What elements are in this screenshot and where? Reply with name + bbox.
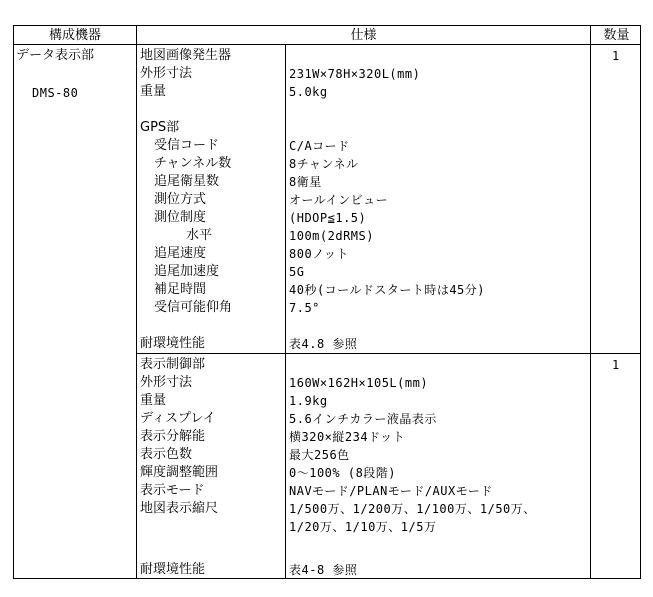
s1-value-5: 8チャンネル: [289, 157, 359, 171]
s1-label-12: 補足時間: [154, 282, 207, 297]
s1-value-11: 5G: [289, 265, 305, 279]
section2-quantity: 1: [612, 358, 620, 372]
s1-value-13: 7.5°: [289, 301, 320, 315]
equipment-name: データ表示部: [16, 48, 95, 63]
s1-value-10: 800ノット: [289, 247, 349, 261]
header-specification: 仕様: [350, 28, 377, 43]
s1-value-9: 100m(2dRMS): [289, 229, 374, 243]
s2-value-8: 1/500万、1/200万、1/100万、1/50万、: [289, 502, 536, 516]
s1-label-0: 地図画像発生器: [140, 48, 232, 63]
header-equipment: 構成機器: [48, 28, 101, 43]
s1-value-6: 8衛星: [289, 175, 322, 189]
section1-quantity: 1: [612, 49, 620, 63]
s1-label-13: 受信可能仰角: [154, 300, 233, 315]
s1-label-10: 追尾速度: [154, 246, 207, 261]
s1-label-11: 追尾加速度: [154, 264, 220, 279]
s2-label-1: 外形寸法: [140, 375, 193, 390]
s2-value-6: 0～100% (8段階): [289, 466, 397, 480]
equipment-model: DMS-80: [32, 86, 79, 100]
s2-label-4: 表示分解能: [140, 429, 206, 444]
s1-value-2: 5.0kg: [289, 85, 328, 99]
s2-label-7: 表示モード: [140, 483, 205, 498]
s2-value-7: NAVモード/PLANモード/AUXモード: [289, 484, 493, 498]
s1-label-4: 受信コード: [154, 138, 220, 153]
s2-label-2: 重量: [140, 393, 167, 408]
col-divider-3: [590, 26, 591, 578]
s1-value-14: 表4.8 参照: [289, 337, 358, 351]
s1-label-9: 水平: [186, 228, 213, 243]
s2-label-0: 表示制御部: [140, 357, 206, 372]
spec-table: [13, 25, 641, 579]
header-quantity: 数量: [603, 28, 630, 43]
s2-label-5: 表示色数: [140, 447, 193, 462]
s2-value-1: 160W×162H×105L(mm): [289, 376, 429, 390]
s1-label-1: 外形寸法: [140, 66, 193, 81]
s1-value-1: 231W×78H×320L(mm): [289, 67, 421, 81]
s2-value-4: 横320×縦234ドット: [289, 430, 406, 444]
s2-value-10: 表4-8 参照: [289, 563, 358, 577]
col-divider-2: [285, 45, 286, 578]
s2-label-3: ディスプレイ: [140, 411, 216, 426]
s2-value-3: 5.6インチカラー液晶表示: [289, 412, 437, 426]
s1-label-6: 追尾衛星数: [154, 174, 220, 189]
s1-value-12: 40秒(コールドスタート時は45分): [289, 283, 485, 297]
s1-value-7: オールインビュー: [289, 193, 389, 207]
s1-value-8: (HDOP≦1.5): [289, 211, 367, 225]
s2-value-5: 最大256色: [289, 448, 350, 462]
s2-label-6: 輝度調整範囲: [140, 465, 219, 480]
s2-value-9: 1/20万、1/10万、1/5万: [289, 520, 437, 534]
s2-value-2: 1.9kg: [289, 394, 328, 408]
section-divider: [136, 353, 640, 354]
s1-label-5: チャンネル数: [154, 156, 232, 171]
s1-label-8: 測位制度: [154, 210, 207, 225]
s1-label-14: 耐環境性能: [140, 336, 206, 351]
s2-label-8: 地図表示縮尺: [140, 501, 219, 516]
col-divider-1: [136, 26, 137, 578]
s1-value-4: C/Aコード: [289, 139, 350, 153]
s1-label-2: 重量: [140, 84, 167, 99]
s1-label-3: GPS部: [140, 120, 180, 135]
s1-label-7: 測位方式: [154, 192, 207, 207]
s2-label-10: 耐環境性能: [140, 562, 206, 577]
